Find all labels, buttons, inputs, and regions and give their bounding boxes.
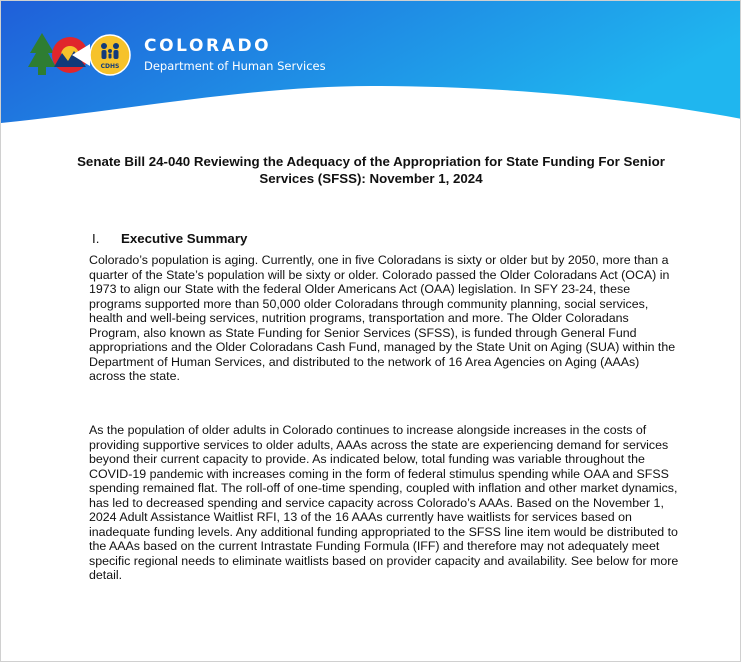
cdhs-logo [28,31,138,79]
section-heading [92,230,247,247]
pine-tree-icon [28,33,56,75]
colorado-c-icon [52,37,90,73]
section-number: I. [92,231,100,246]
paragraph-2: As the population of older adults in Colorado continues to increase alongside increases in the costs of providing supportive services to older adults, AAAs across the state are experiencing demand for services beyond their current capacity to provide. As indicated below, total funding was variable throughout the COVID-19 pandemic with increases coming in the form of federal stimulus spending while OAA and SFSS spending remained flat. The roll-off of one-time spending, coupled with inflation and other market dynamics, has led to decreased spending and service capacity across Colorado’s AAAs. Based on the November 1, 2024 Adult Assistance Waitlist RFI, 13 of the 16 AAAs currently have waitlists for services based on inadequate funding levels. Any additional funding appropriated to the SFSS line item would be distributed to the AAAs based on the current Intrastate Funding Formula (IFF) and therefore may not adequately meet specific regional needs to eliminate waitlists based on provider capacity and availability. See below for more detail. [89,423,679,582]
cdhs-badge-icon [90,35,130,75]
svg-text:CDHS: CDHS [100,63,120,70]
org-name: COLORADO [144,36,272,56]
paragraph-1: Colorado’s population is aging. Currently, one in five Coloradans is sixty or older but by 2050, more than a quarter of the State’s population will be sixty or older. Colorado passed the Older Coloradans Act (OCA) in 1973 to align our State with the federal Older Americans Act (OAA) legislation. In SFY 23-24, these programs supported more than 50,000 older Coloradans through community planning, social services, health and well-being services, nutrition programs, transportation and more. The Older Coloradans Program, also known as State Funding for Senior Services (SFSS), is funded through General Fund appropriations and the Older Coloradans Cash Fund, managed by the State Unit on Aging (SUA) within the Department of Human Services, and distributed to the network of 16 Area Agencies on Aging (AAAs) across the state. [89,253,676,383]
department-name: Department of Human Services [144,59,326,73]
document-title: Senate Bill 24-040 Reviewing the Adequacy of the Appropriation for State Funding For Senior Services (SFSS): November 1, 2024 [77,154,665,186]
section-title: Executive Summary [121,231,248,246]
brand-block [144,36,326,73]
